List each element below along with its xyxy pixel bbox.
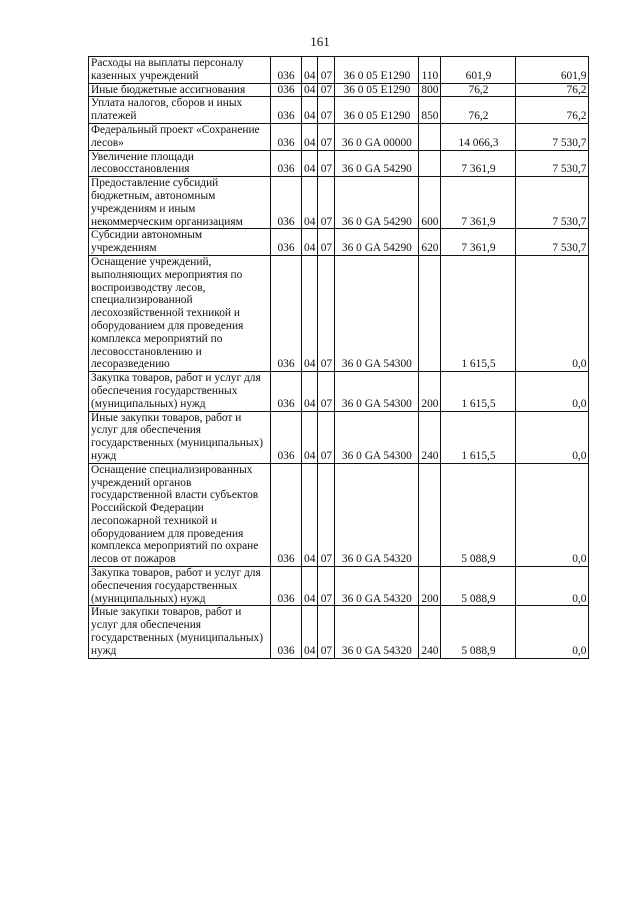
grbs-cell: 036 (271, 57, 302, 84)
csr-cell: 36 0 GA 54300 (335, 372, 419, 411)
pr-cell: 07 (318, 97, 335, 124)
sum2-cell: 76,2 (516, 97, 589, 124)
csr-cell: 36 0 GA 54320 (335, 606, 419, 658)
row-name: Иные закупки товаров, работ и услуг для обеспечения государственных (муниципальных) нужд (89, 606, 271, 658)
vr-cell: 600 (419, 177, 441, 229)
sum2-cell: 0,0 (516, 255, 589, 371)
table-row (89, 150, 589, 177)
row-name: Предоставление субсидий бюджетным, автономным учреждениям и иным некоммерческим организациям (89, 177, 271, 229)
grbs-cell: 036 (271, 123, 302, 150)
table-row (89, 57, 589, 84)
sum1-cell: 14 066,3 (441, 123, 516, 150)
grbs-cell: 036 (271, 567, 302, 606)
page-number: 161 (310, 34, 330, 49)
table-row (89, 123, 589, 150)
rz-cell: 04 (302, 177, 318, 229)
csr-cell: 36 0 GA 54290 (335, 150, 419, 177)
rz-cell: 04 (302, 123, 318, 150)
vr-cell: 110 (419, 57, 441, 84)
sum2-cell: 0,0 (516, 567, 589, 606)
pr-cell: 07 (318, 57, 335, 84)
rz-cell: 04 (302, 606, 318, 658)
csr-cell: 36 0 GA 54300 (335, 255, 419, 371)
grbs-cell: 036 (271, 606, 302, 658)
csr-cell: 36 0 05 Е1290 (335, 97, 419, 124)
csr-cell: 36 0 GA 54300 (335, 411, 419, 463)
row-name: Иные закупки товаров, работ и услуг для обеспечения государственных (муниципальных) нужд (89, 411, 271, 463)
sum2-cell: 0,0 (516, 463, 589, 566)
rz-cell: 04 (302, 57, 318, 84)
vr-cell: 240 (419, 606, 441, 658)
table-row (89, 83, 589, 97)
pr-cell: 07 (318, 150, 335, 177)
table-row (89, 229, 589, 256)
grbs-cell: 036 (271, 463, 302, 566)
table-row (89, 97, 589, 124)
sum2-cell: 0,0 (516, 411, 589, 463)
grbs-cell: 036 (271, 83, 302, 97)
vr-cell (419, 255, 441, 371)
grbs-cell: 036 (271, 177, 302, 229)
sum1-cell: 5 088,9 (441, 567, 516, 606)
csr-cell: 36 0 GA 54320 (335, 463, 419, 566)
sum1-cell: 1 615,5 (441, 411, 516, 463)
sum1-cell: 7 361,9 (441, 150, 516, 177)
grbs-cell: 036 (271, 229, 302, 256)
rz-cell: 04 (302, 150, 318, 177)
sum1-cell: 7 361,9 (441, 177, 516, 229)
pr-cell: 07 (318, 567, 335, 606)
rz-cell: 04 (302, 411, 318, 463)
sum1-cell: 5 088,9 (441, 463, 516, 566)
sum2-cell: 76,2 (516, 83, 589, 97)
sum1-cell: 601,9 (441, 57, 516, 84)
pr-cell: 07 (318, 606, 335, 658)
sum2-cell: 7 530,7 (516, 177, 589, 229)
sum2-cell: 0,0 (516, 372, 589, 411)
vr-cell: 800 (419, 83, 441, 97)
pr-cell: 07 (318, 411, 335, 463)
table-row (89, 372, 589, 411)
row-name: Субсидии автономным учреждениям (89, 229, 271, 256)
row-name: Закупка товаров, работ и услуг для обеспечения государственных (муниципальных) нужд (89, 372, 271, 411)
row-name: Федеральный проект «Сохранение лесов» (89, 123, 271, 150)
vr-cell: 200 (419, 372, 441, 411)
csr-cell: 36 0 05 Е1290 (335, 57, 419, 84)
sum1-cell: 76,2 (441, 83, 516, 97)
sum1-cell: 1 615,5 (441, 372, 516, 411)
grbs-cell: 036 (271, 150, 302, 177)
sum2-cell: 7 530,7 (516, 150, 589, 177)
csr-cell: 36 0 GA 54290 (335, 229, 419, 256)
rz-cell: 04 (302, 83, 318, 97)
budget-table (88, 56, 589, 659)
row-name: Оснащение учреждений, выполняющих мероприятия по воспроизводству лесов, специализированной лесохозяйственной техникой и оборудованием для проведения комплекса мероприятий по лесовосстановлению и лесоразведению (89, 255, 271, 371)
sum1-cell: 5 088,9 (441, 606, 516, 658)
rz-cell: 04 (302, 372, 318, 411)
sum2-cell: 0,0 (516, 606, 589, 658)
row-name: Расходы на выплаты персоналу казенных учреждений (89, 57, 271, 84)
grbs-cell: 036 (271, 97, 302, 124)
pr-cell: 07 (318, 83, 335, 97)
vr-cell: 620 (419, 229, 441, 256)
csr-cell: 36 0 GA 54320 (335, 567, 419, 606)
rz-cell: 04 (302, 229, 318, 256)
csr-cell: 36 0 GA 00000 (335, 123, 419, 150)
table-row (89, 463, 589, 566)
table-row (89, 606, 589, 658)
vr-cell (419, 150, 441, 177)
row-name: Закупка товаров, работ и услуг для обеспечения государственных (муниципальных) нужд (89, 567, 271, 606)
sum2-cell: 601,9 (516, 57, 589, 84)
sum2-cell: 7 530,7 (516, 229, 589, 256)
grbs-cell: 036 (271, 411, 302, 463)
sum1-cell: 7 361,9 (441, 229, 516, 256)
sum1-cell: 76,2 (441, 97, 516, 124)
vr-cell (419, 123, 441, 150)
csr-cell: 36 0 GA 54290 (335, 177, 419, 229)
rz-cell: 04 (302, 255, 318, 371)
rz-cell: 04 (302, 97, 318, 124)
vr-cell: 200 (419, 567, 441, 606)
pr-cell: 07 (318, 229, 335, 256)
sum1-cell: 1 615,5 (441, 255, 516, 371)
rz-cell: 04 (302, 567, 318, 606)
row-name: Оснащение специализированных учреждений органов государственной власти субъектов Российской Федерации лесопожарной техникой и оборудованием для проведения комплекса мероприятий по охране лесов от пожаров (89, 463, 271, 566)
pr-cell: 07 (318, 123, 335, 150)
sum2-cell: 7 530,7 (516, 123, 589, 150)
rz-cell: 04 (302, 463, 318, 566)
row-name: Иные бюджетные ассигнования (89, 83, 271, 97)
csr-cell: 36 0 05 Е1290 (335, 83, 419, 97)
grbs-cell: 036 (271, 372, 302, 411)
table-row (89, 255, 589, 371)
row-name: Увеличение площади лесовосстановления (89, 150, 271, 177)
table-row (89, 411, 589, 463)
grbs-cell: 036 (271, 255, 302, 371)
pr-cell: 07 (318, 177, 335, 229)
vr-cell (419, 463, 441, 566)
table-row (89, 567, 589, 606)
pr-cell: 07 (318, 372, 335, 411)
vr-cell: 850 (419, 97, 441, 124)
row-name: Уплата налогов, сборов и иных платежей (89, 97, 271, 124)
vr-cell: 240 (419, 411, 441, 463)
pr-cell: 07 (318, 463, 335, 566)
table-row (89, 177, 589, 229)
pr-cell: 07 (318, 255, 335, 371)
